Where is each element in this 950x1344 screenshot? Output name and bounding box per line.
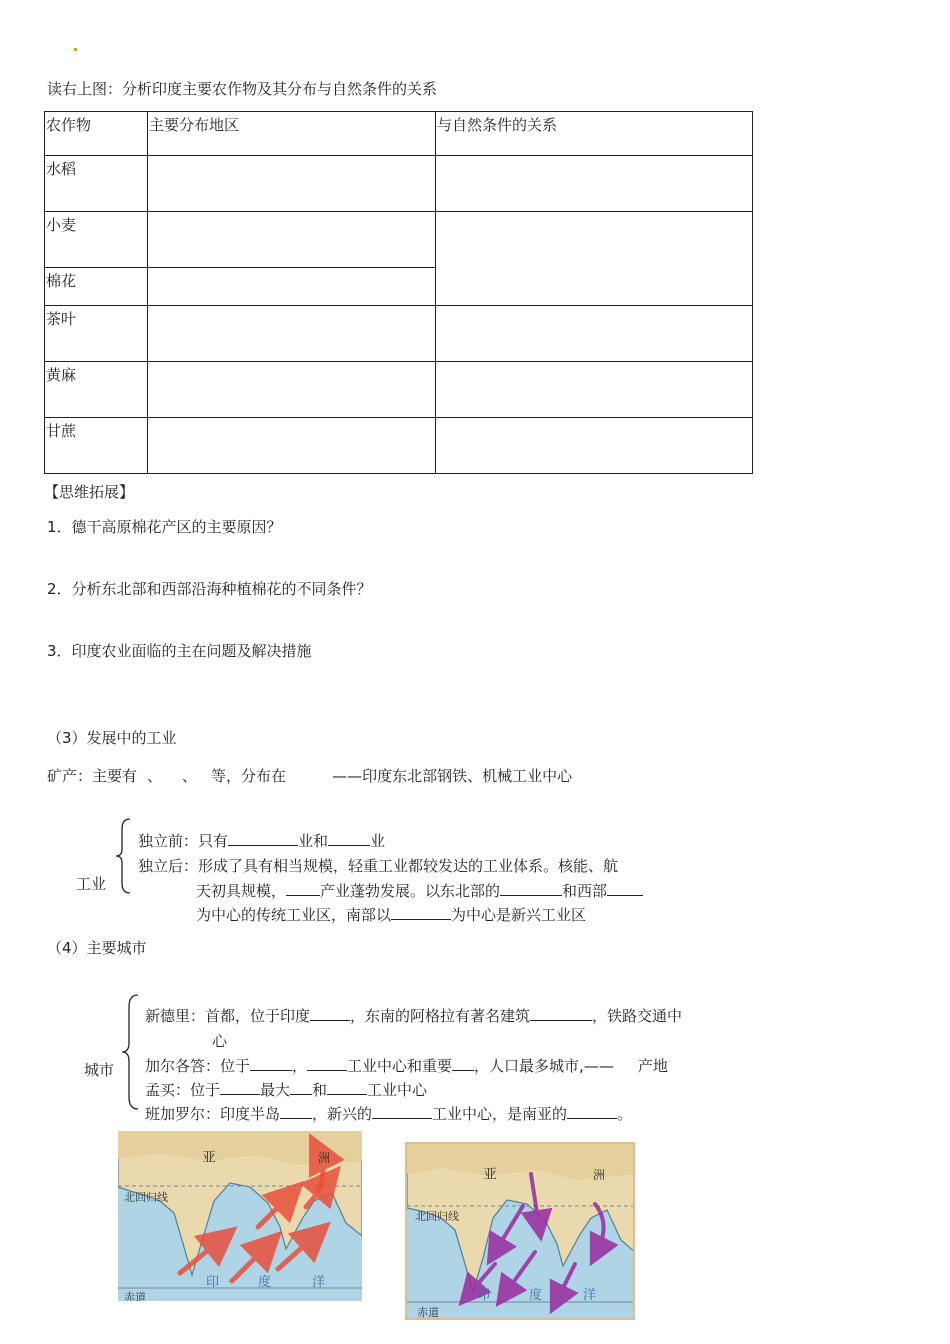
- city-mumbai: 孟买：位于 最大 和 工业中心: [145, 1081, 428, 1099]
- minerals-line: 矿产：主要有 、 、 等，分布在 ——印度东北部钢铁、机械工业中心: [47, 767, 573, 785]
- crop-rice: 水稻: [45, 156, 148, 212]
- map-ocean-label-2: 度: [258, 1275, 272, 1290]
- crop-cotton: 棉花: [45, 268, 148, 306]
- city-kolkata: 加尔各答：位于 ， 工业中心和重要 ，人口最多城市,—— 产地: [145, 1057, 668, 1075]
- cell-rice-relation[interactable]: [436, 156, 753, 212]
- industry-after-1: 独立后：形成了具有相当规模，轻重工业都较发达的工业体系。核能、航: [138, 857, 619, 875]
- industry-after-2: 天初具规模， 产业蓬勃发展。以东北部的 和西部: [196, 880, 643, 901]
- map-asia-label: 亚: [202, 1150, 216, 1166]
- crop-wheat: 小麦: [45, 212, 148, 268]
- map-asia-label-2: 洲: [318, 1151, 331, 1165]
- intro-text: 读右上图：分析印度主要农作物及其分布与自然条件的关系: [47, 80, 438, 98]
- city-delhi-cont: 心: [212, 1032, 228, 1050]
- map-equator-label: 赤道: [417, 1306, 439, 1319]
- crop-jute: 黄麻: [45, 362, 148, 418]
- cell-wheat-region[interactable]: [148, 212, 436, 268]
- cell-jute-relation[interactable]: [436, 362, 753, 418]
- cell-rice-region[interactable]: [148, 156, 436, 212]
- cell-tea-relation[interactable]: [436, 306, 753, 362]
- decorative-dot: [74, 48, 77, 51]
- header-relation: 与自然条件的关系: [436, 112, 753, 156]
- industry-label: 工业: [76, 875, 107, 893]
- cities-label: 城市: [84, 1061, 115, 1079]
- cell-wheat-cotton-relation[interactable]: [436, 212, 753, 306]
- map-asia-label: 亚: [483, 1167, 497, 1183]
- thinking-title: 【思维拓展】: [44, 483, 135, 501]
- question-3: 3．印度农业面临的主在问题及解决措施: [47, 642, 312, 660]
- crop-table: [44, 111, 753, 474]
- header-crop: 农作物: [45, 112, 148, 156]
- cell-jute-region[interactable]: [148, 362, 436, 418]
- question-2: 2．分析东北部和西部沿海种植棉花的不同条件？: [47, 580, 372, 598]
- map-ocean-label-3: 洋: [312, 1275, 326, 1290]
- monsoon-map-summer: [118, 1131, 362, 1301]
- industry-after-3: 为中心的传统工业区，南部以 为中心是新兴工业区: [196, 906, 587, 924]
- map-equator-label: 赤道: [124, 1291, 146, 1301]
- industry-brace: [114, 817, 134, 895]
- industry-before: 独立前：只有 业和 业: [138, 832, 386, 850]
- industry-heading: （3）发展中的工业: [47, 729, 177, 747]
- crop-sugarcane: 甘蔗: [45, 418, 148, 474]
- monsoon-map-winter: [405, 1142, 635, 1320]
- cell-sugarcane-region[interactable]: [148, 418, 436, 474]
- header-region: 主要分布地区: [148, 112, 436, 156]
- map-ocean-label-1: 印: [477, 1288, 491, 1303]
- map-ocean-label-2: 度: [529, 1288, 543, 1303]
- map-tropic-label: 北回归线: [124, 1191, 168, 1204]
- crop-tea: 茶叶: [45, 306, 148, 362]
- cities-heading: （4）主要城市: [47, 939, 147, 957]
- map-ocean-label-3: 洋: [583, 1288, 597, 1303]
- city-bangalore: 班加罗尔：印度半岛 ，新兴的 工业中心，是南亚的 。: [145, 1105, 633, 1123]
- city-delhi: 新德里：首都，位于印度 ，东南的阿格拉有著名建筑 ，铁路交通中: [145, 1007, 683, 1025]
- cell-tea-region[interactable]: [148, 306, 436, 362]
- cities-brace: [120, 993, 142, 1111]
- question-1: 1．德干高原棉花产区的主要原因？: [47, 518, 282, 536]
- cell-cotton-region[interactable]: [148, 268, 436, 306]
- cell-sugarcane-relation[interactable]: [436, 418, 753, 474]
- map-tropic-label: 北回归线: [415, 1210, 459, 1223]
- map-asia-label-2: 洲: [593, 1168, 606, 1182]
- map-ocean-label-1: 印: [206, 1275, 220, 1290]
